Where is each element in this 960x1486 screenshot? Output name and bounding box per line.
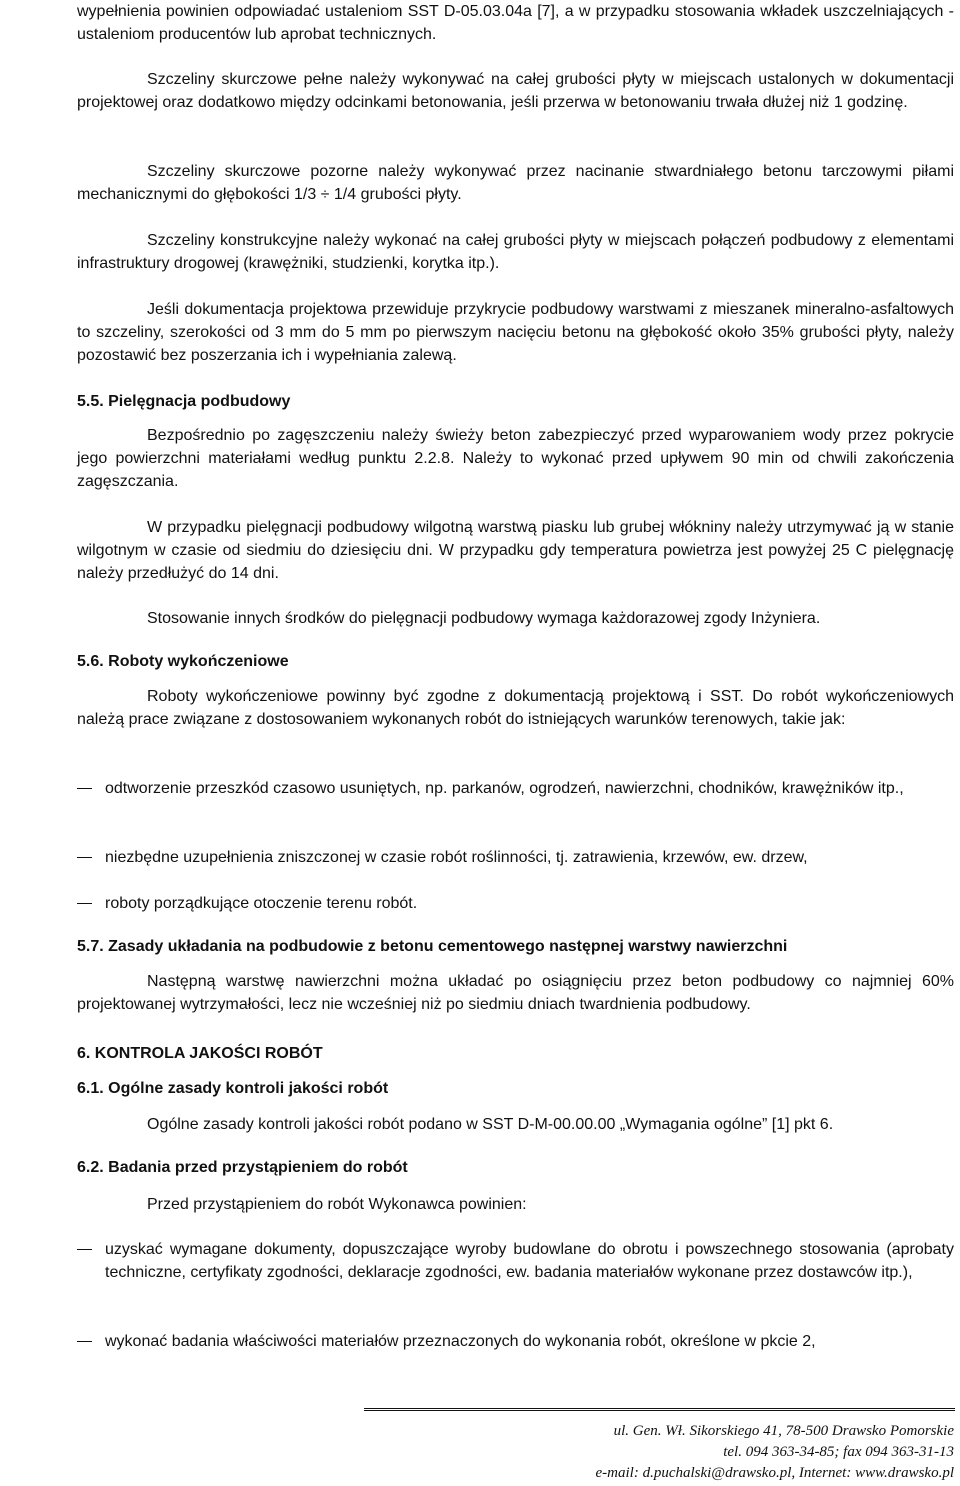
paragraph-quality-control-general: Ogólne zasady kontroli jakości robót podano w SST D-M-00.00.00 „Wymagania ogólne” [1] pkt 6. — [147, 1116, 834, 1133]
list-item-text: uzyskać wymagane dokumenty, dopuszczające wyroby budowlane do obrotu i powszechnego stosowania (aprobaty techniczne, certyfikaty zgodności, deklaracje zgodności, ew. badania materiałów wykonane przez dostawców itp.), — [105, 1241, 954, 1281]
list-item-text: niezbędne uzupełnienia zniszczonej w czasie robót roślinności, tj. zatrawienia, krzewów, ew. drzew, — [105, 849, 808, 866]
heading-5-7: 5.7. Zasady układania na podbudowie z betonu cementowego następnej warstwy nawierzchni — [77, 938, 788, 955]
dash-bullet-icon — [77, 788, 92, 789]
heading-5-6: 5.6. Roboty wykończeniowe — [77, 653, 289, 670]
paragraph-apparent-shrinkage-joints: Szczeliny skurczowe pozorne należy wykonywać przez nacinanie stwardniałego betonu tarczowymi piłami mechanicznymi do głębokości 1/3 ÷ 1/4 grubości płyty. — [77, 163, 954, 203]
heading-6: 6. KONTROLA JAKOŚCI ROBÓT — [77, 1045, 323, 1062]
dash-bullet-icon — [77, 1249, 92, 1250]
paragraph-curing-other-means: Stosowanie innych środków do pielęgnacji podbudowy wymaga każdorazowej zgody Inżyniera. — [147, 610, 821, 627]
contractor-list-item — [77, 1330, 954, 1353]
heading-6-2: 6.2. Badania przed przystąpieniem do robót — [77, 1159, 408, 1176]
finishing-list-item — [77, 846, 954, 869]
paragraph-full-shrinkage-joints: Szczeliny skurczowe pełne należy wykonywać na całej grubości płyty w miejscach ustalonych w dokumentacji projektowej oraz dodatkowo między odcinkami betonowania, jeśli przerwa w betonowaniu trwała dłużej niż 1 godzinę. — [77, 71, 954, 111]
footer-phone-fax: tel. 094 363-34-85; fax 094 363-31-13 — [723, 1444, 954, 1460]
list-item-text: wykonać badania właściwości materiałów przeznaczonych do wykonania robót, określone w pkcie 2, — [105, 1333, 816, 1350]
heading-6-1: 6.1. Ogólne zasady kontroli jakości robót — [77, 1080, 389, 1097]
list-item-text: odtworzenie przeszkód czasowo usuniętych, np. parkanów, ogrodzeń, nawierzchni, chodników, krawężników itp., — [105, 780, 904, 797]
finishing-list-item — [77, 892, 954, 915]
finishing-list-item — [77, 777, 954, 800]
footer-divider — [364, 1408, 955, 1411]
paragraph-curing-protection: Bezpośrednio po zagęszczeniu należy świeży beton zabezpieczyć przed wyparowaniem wody przez pokrycie jego powierzchni materiałami według punktu 2.2.8. Należy to wykonać przed upływem 90 min od chwili zakończenia zagęszczania. — [77, 427, 954, 490]
paragraph-construction-joints: Szczeliny konstrukcyjne należy wykonać na całej grubości płyty w miejscach połączeń podbudowy z elementami infrastruktury drogowej (krawężniki, studzienki, korytka itp.). — [77, 232, 954, 272]
footer-email-internet: e-mail: d.puchalski@drawsko.pl, Internet: www.drawsko.pl — [595, 1465, 954, 1481]
dash-bullet-icon — [77, 903, 92, 904]
paragraph-next-layer: Następną warstwę nawierzchni można układać po osiągnięciu przez beton podbudowy co najmniej 60% projektowanej wytrzymałości, lecz nie wcześniej niż po siedmiu dniach twardnienia podbudowy. — [77, 973, 954, 1013]
list-item-text: roboty porządkujące otoczenie terenu robót. — [105, 895, 418, 912]
heading-5-5: 5.5. Pielęgnacja podbudowy — [77, 393, 291, 410]
footer-address: ul. Gen. Wł. Sikorskiego 41, 78-500 Drawsko Pomorskie — [613, 1423, 954, 1439]
paragraph-curing-moisture: W przypadku pielęgnacji podbudowy wilgotną warstwą piasku lub grubej włókniny należy utrzymywać ją w stanie wilgotnym w czasie od siedmiu do dziesięciu dni. W przypadku gdy temperatura powietrza jest powyżej 25 C pielęgnację należy przedłużyć do 14 dni. — [77, 519, 954, 582]
paragraph-before-start: Przed przystąpieniem do robót Wykonawca powinien: — [147, 1196, 527, 1213]
paragraph-asphalt-cover-joints: Jeśli dokumentacja projektowa przewiduje przykrycie podbudowy warstwami z mieszanek mineralno-asfaltowych to szczeliny, szerokości od 3 mm do 5 mm po pierwszym nacięciu betonu na głębokość około 35% grubości płyty, należy pozostawić bez poszerzania ich i wypełniania zalewą. — [77, 301, 954, 364]
dash-bullet-icon — [77, 1341, 92, 1342]
contractor-list-item — [77, 1238, 954, 1284]
paragraph-joint-filling: wypełnienia powinien odpowiadać ustaleniom SST D-05.03.04a [7], a w przypadku stosowania wkładek uszczelniających - ustaleniom producentów lub aprobat technicznych. — [77, 3, 954, 43]
dash-bullet-icon — [77, 857, 92, 858]
paragraph-finishing-works: Roboty wykończeniowe powinny być zgodne z dokumentacją projektową i SST. Do robót wykończeniowych należą prace związane z dostosowaniem wykonanych robót do istniejących warunków terenowych, takie jak: — [77, 688, 954, 728]
